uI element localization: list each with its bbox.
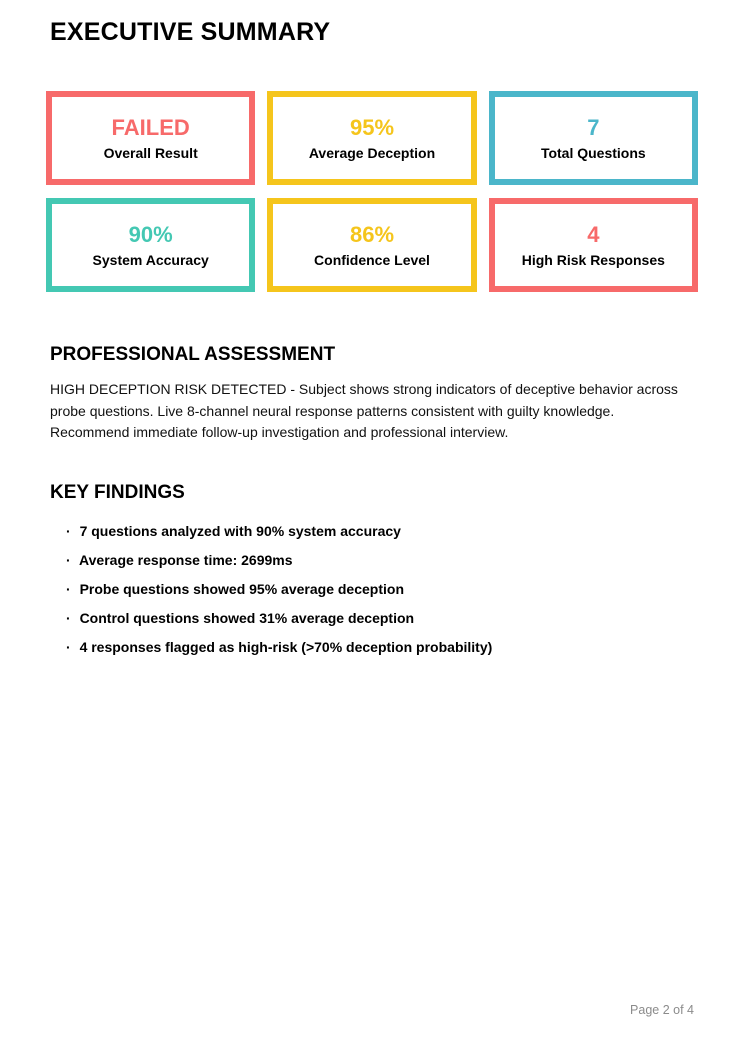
stat-label-average-deception: Average Deception [308, 144, 436, 161]
stat-value-total-questions: 7 [587, 114, 600, 140]
stat-value-high-risk-responses: 4 [587, 221, 600, 247]
stat-card-average-deception [267, 91, 476, 185]
stat-label-overall-result: Overall Result [103, 144, 198, 161]
key-finding-item [66, 523, 693, 540]
stat-label-system-accuracy: System Accuracy [92, 251, 209, 268]
bullet-dot-icon: · [66, 609, 71, 626]
stat-card-system-accuracy [46, 198, 255, 292]
stat-card-total-questions [489, 91, 698, 185]
stat-value-confidence-level: 86% [349, 221, 395, 247]
page-title: EXECUTIVE SUMMARY [50, 18, 331, 46]
key-finding-text: Average response time: 2699ms [79, 551, 293, 568]
key-findings-list [66, 523, 693, 656]
bullet-dot-icon: · [66, 522, 71, 539]
stat-label-high-risk-responses: High Risk Responses [521, 251, 665, 268]
stats-grid [46, 91, 698, 292]
stat-label-confidence-level: Confidence Level [314, 251, 430, 268]
key-finding-item [66, 581, 693, 598]
stat-card-high-risk-responses [489, 198, 698, 292]
stat-label-total-questions: Total Questions [540, 144, 646, 161]
key-finding-text: Control questions showed 31% average deception [79, 609, 415, 626]
stat-value-system-accuracy: 90% [128, 221, 173, 247]
assessment-body: HIGH DECEPTION RISK DETECTED - Subject shows strong indicators of deceptive behavior across probe questions. Live 8-channel neural response patterns consistent with guilty knowledge. Recommend immediate follow-up investigation and professional interview. [50, 381, 678, 440]
stat-card-overall-result [46, 91, 255, 185]
assessment-heading: PROFESSIONAL ASSESSMENT [50, 344, 336, 365]
bullet-dot-icon: · [66, 551, 71, 568]
key-finding-item [66, 610, 693, 627]
key-finding-item [66, 639, 693, 656]
stat-card-confidence-level [267, 198, 476, 292]
stat-value-average-deception: 95% [349, 114, 395, 140]
bullet-dot-icon: · [66, 638, 71, 655]
key-finding-text: Probe questions showed 95% average deception [79, 580, 404, 597]
page-number-indicator: Page 2 of 4 [630, 1003, 694, 1017]
key-finding-item [66, 552, 693, 569]
key-finding-text: 4 responses flagged as high-risk (>70% deception probability) [79, 638, 493, 655]
key-finding-text: 7 questions analyzed with 90% system accuracy [79, 522, 401, 539]
key-findings-heading: KEY FINDINGS [50, 481, 185, 503]
bullet-dot-icon: · [66, 580, 71, 597]
stat-value-overall-result: FAILED [111, 114, 190, 140]
